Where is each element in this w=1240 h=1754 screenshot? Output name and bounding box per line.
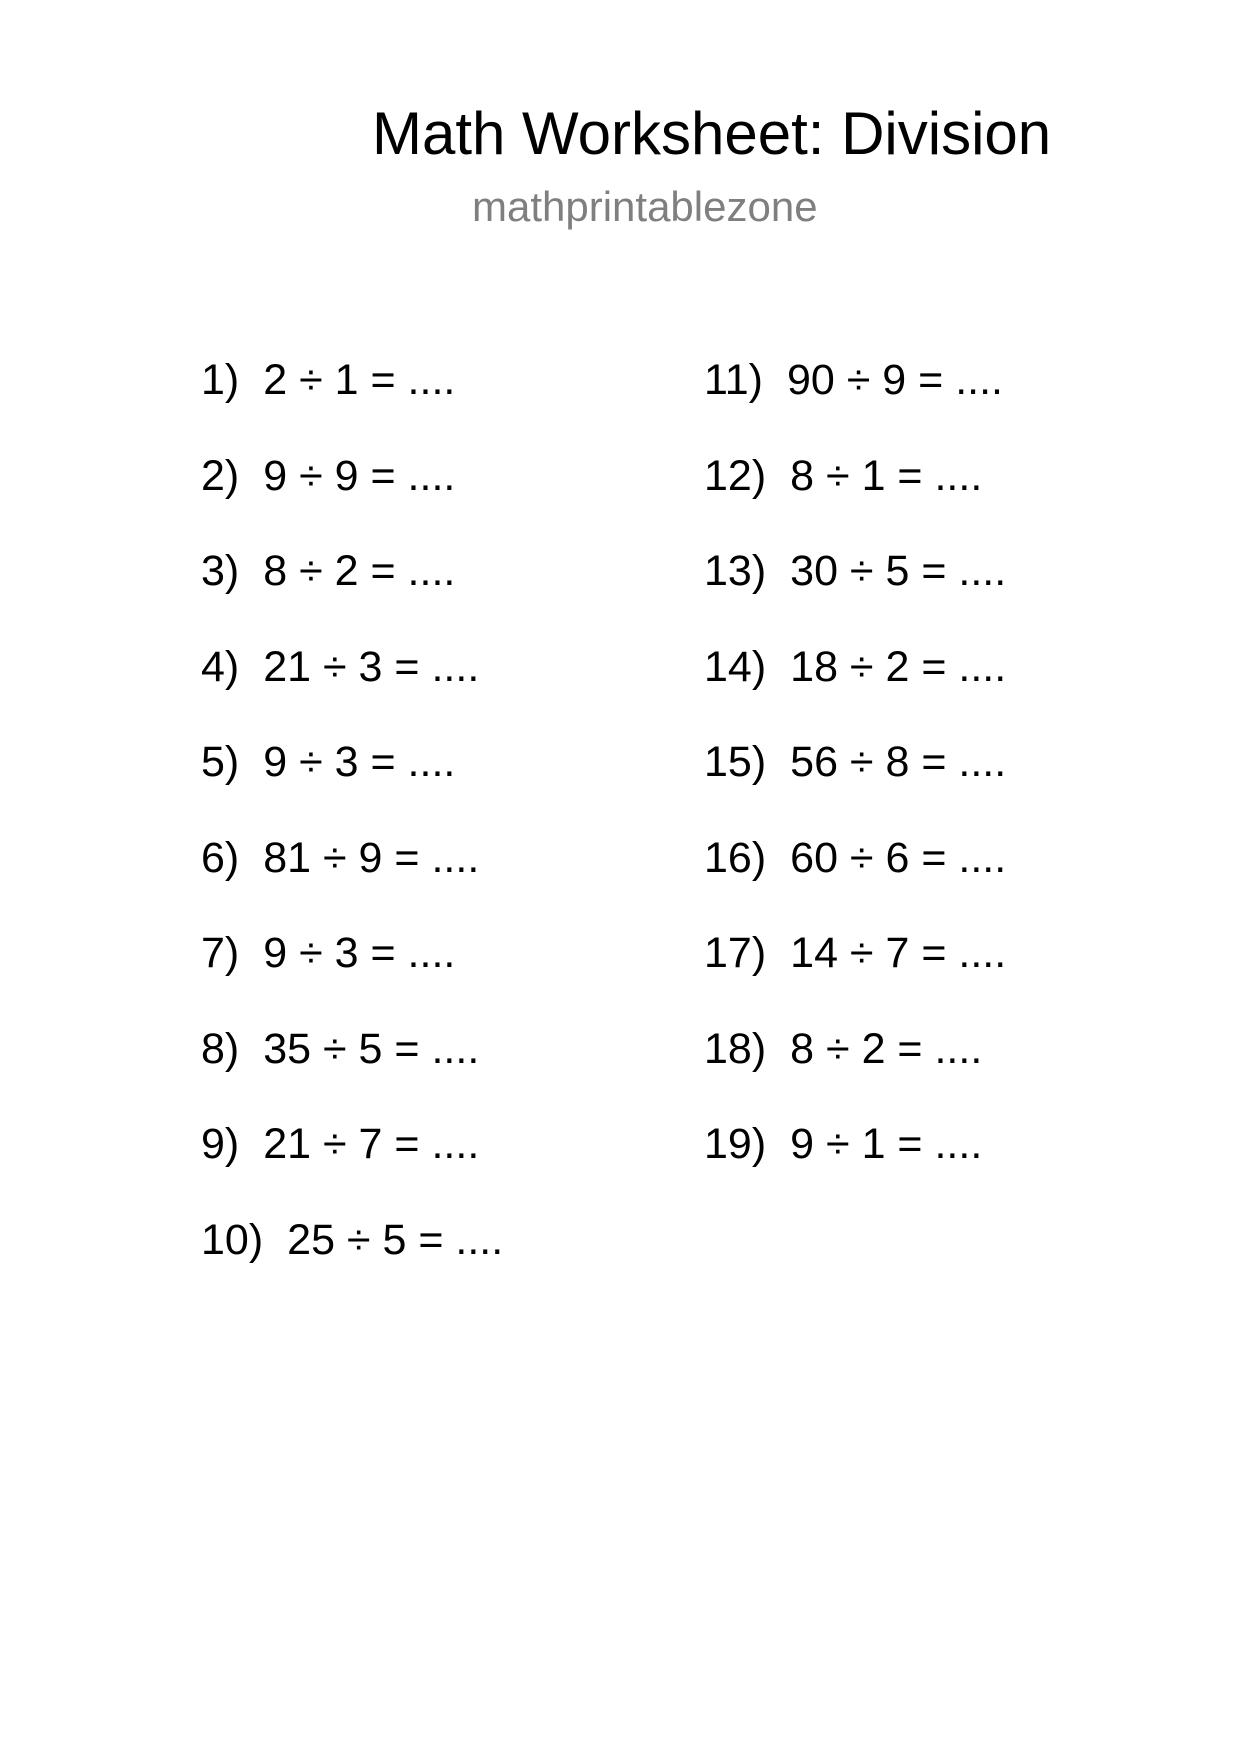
problem-number: 15) xyxy=(704,738,767,786)
problem-expression: 30 ÷ 5 = .... xyxy=(790,547,1007,595)
problem-expression: 9 ÷ 3 = .... xyxy=(263,929,456,977)
problem-number: 9) xyxy=(201,1120,240,1168)
problem-number: 18) xyxy=(704,1024,767,1073)
problem-item xyxy=(704,639,1006,735)
problem-number: 17) xyxy=(704,929,767,977)
problem-item xyxy=(704,925,1006,1021)
problem-number: 7) xyxy=(201,929,240,977)
problem-expression: 21 ÷ 7 = .... xyxy=(263,1120,480,1168)
problem-item xyxy=(201,1021,503,1117)
problem-item xyxy=(201,925,503,1021)
problem-item xyxy=(704,352,1006,448)
problem-item xyxy=(704,1021,1006,1117)
problem-item xyxy=(201,1116,503,1212)
problems-right-column xyxy=(704,352,1006,1212)
problem-number: 2) xyxy=(201,451,240,500)
problem-item xyxy=(704,734,1006,830)
problem-expression: 14 ÷ 7 = .... xyxy=(790,929,1007,977)
problem-number: 5) xyxy=(201,738,240,786)
problem-number: 6) xyxy=(201,833,240,882)
problem-expression: 81 ÷ 9 = .... xyxy=(263,833,480,882)
problem-item xyxy=(704,448,1006,544)
problems-left-column xyxy=(201,352,503,1307)
problem-item xyxy=(704,830,1006,926)
problem-number: 12) xyxy=(704,451,767,500)
problem-number: 11) xyxy=(704,356,763,404)
problem-expression: 60 ÷ 6 = .... xyxy=(790,833,1007,882)
problem-item xyxy=(201,639,503,735)
problem-item xyxy=(201,352,503,448)
problem-number: 8) xyxy=(201,1024,240,1073)
problem-expression: 9 ÷ 3 = .... xyxy=(263,738,456,786)
problem-item xyxy=(201,1212,503,1308)
problem-expression: 9 ÷ 9 = .... xyxy=(263,451,456,500)
problem-number: 16) xyxy=(704,833,767,882)
problem-expression: 56 ÷ 8 = .... xyxy=(790,738,1007,786)
problem-expression: 9 ÷ 1 = .... xyxy=(790,1120,983,1168)
problem-expression: 8 ÷ 2 = .... xyxy=(790,1024,983,1073)
worksheet-subtitle: mathprintablezone xyxy=(472,183,818,230)
worksheet-title: Math Worksheet: Division xyxy=(372,100,1052,167)
problem-expression: 21 ÷ 3 = .... xyxy=(263,642,480,691)
problem-item xyxy=(704,1116,1006,1212)
problem-expression: 25 ÷ 5 = .... xyxy=(287,1215,504,1264)
problem-expression: 8 ÷ 1 = .... xyxy=(790,451,983,500)
problem-expression: 2 ÷ 1 = .... xyxy=(263,356,456,404)
problem-number: 19) xyxy=(704,1120,767,1168)
problem-expression: 90 ÷ 9 = .... xyxy=(786,356,1003,404)
problem-number: 3) xyxy=(201,547,240,595)
problem-expression: 18 ÷ 2 = .... xyxy=(790,642,1007,691)
problem-number: 14) xyxy=(704,642,767,691)
problem-number: 1) xyxy=(201,356,240,404)
problem-item xyxy=(201,734,503,830)
problem-expression: 8 ÷ 2 = .... xyxy=(263,547,456,595)
problem-number: 4) xyxy=(201,642,240,691)
problem-expression: 35 ÷ 5 = .... xyxy=(263,1024,480,1073)
problem-number: 13) xyxy=(704,547,767,595)
problem-item xyxy=(704,543,1006,639)
problem-item xyxy=(201,543,503,639)
problem-number: 10) xyxy=(201,1215,264,1264)
problem-item xyxy=(201,830,503,926)
problem-item xyxy=(201,448,503,544)
